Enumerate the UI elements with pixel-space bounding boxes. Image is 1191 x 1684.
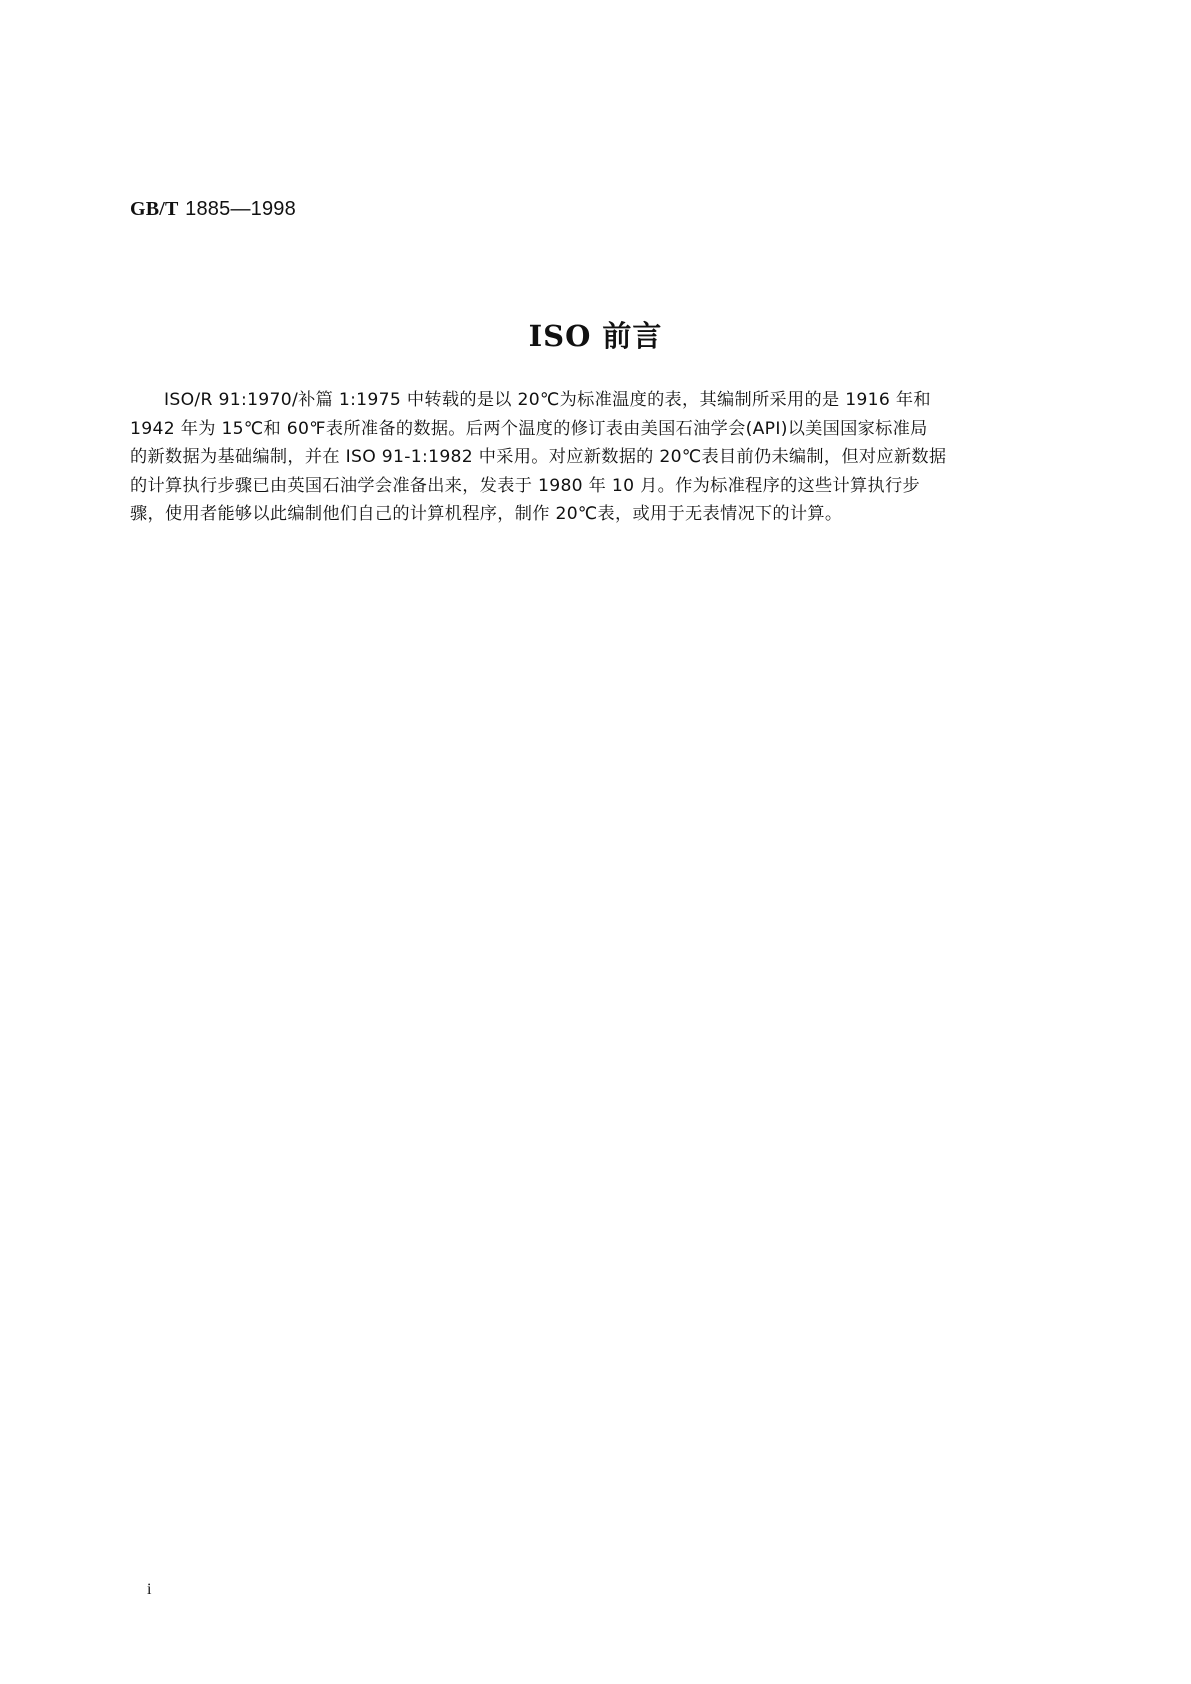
paragraph-line: 骤，使用者能够以此编制他们自己的计算机程序，制作 20℃表，或用于无表情况下的计算。 [130,504,843,524]
page-number: i [147,1581,152,1598]
standard-code-header [130,196,296,221]
paragraph-line: 1942 年为 15℃和 60℉表所准备的数据。后两个温度的修订表由美国石油学会(API)以美国国家标准局 [130,418,928,439]
paragraph-line: 的新数据为基础编制，并在 ISO 91-1:1982 中采用。对应新数据的 20℃表目前仍未编制，但对应新数据 [130,447,947,467]
paragraph-line: 的计算执行步骤已由英国石油学会准备出来，发表于 1980 年 10 月。作为标准程序的这些计算执行步 [130,475,920,496]
standard-prefix: GB/T [130,198,179,220]
paragraph-line: ISO/R 91:1970/补篇 1:1975 中转载的是以 20℃为标准温度的表，其编制所采用的是 1916 年和 [164,390,931,410]
page-title: ISO 前言 [528,319,663,353]
foreword-paragraph [130,386,1055,529]
standard-number: 1885—1998 [185,198,296,220]
